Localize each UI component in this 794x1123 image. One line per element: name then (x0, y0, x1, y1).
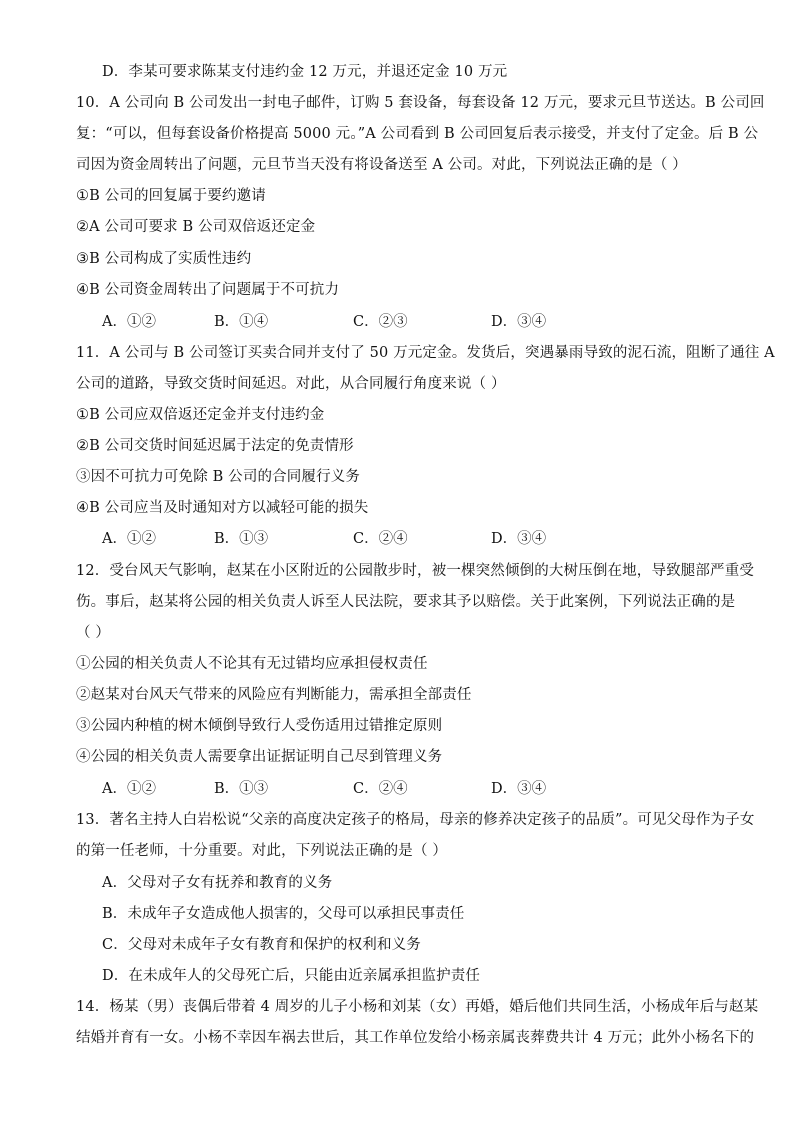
q9-option-d: D．李某可要求陈某支付违约金 12 万元，并退还定金 10 万元 (102, 64, 508, 80)
q10-stem-line-1: 10．A 公司向 B 公司发出一封电子邮件，订购 5 套设备，每套设备 12 万元，要求元旦节送达。B 公司回 (76, 95, 765, 111)
q13-stem-line-1: 13．著名主持人白岩松说“父亲的高度决定孩子的格局，母亲的修养决定孩子的品质”。可见父母作为子女 (76, 812, 755, 828)
q12-stem-line-3: （ ） (76, 625, 111, 641)
q13-stem-line-2: 的第一任老师，十分重要。对此，下列说法正确的是（ ） (76, 843, 448, 859)
q12-statement-3: ③公园内种植的树木倾倒导致行人受伤适用过错推定原则 (76, 718, 443, 734)
q11-option-a: A．①② (102, 531, 156, 547)
q10-stem-line-3: 司因为资金周转出了问题，元旦节当天没有将设备送至 A 公司。对此，下列说法正确的是（ ） (76, 157, 687, 173)
q10-options (102, 313, 722, 331)
q12-statement-4: ④公园的相关负责人需要拿出证据证明自己尽到管理义务 (76, 749, 443, 765)
q12-option-d: D．③④ (491, 781, 547, 797)
q10-option-b: B．①④ (214, 314, 269, 330)
q10-option-c: C．②③ (353, 314, 408, 330)
q11-option-d: D．③④ (491, 531, 547, 547)
q14-stem-line-1: 14．杨某（男）丧偶后带着 4 周岁的儿子小杨和刘某（女）再婚，婚后他们共同生活，小杨成年后与赵某 (76, 999, 759, 1015)
q11-statement-2: ②B 公司交货时间延迟属于法定的免责情形 (76, 438, 354, 454)
q14-stem-line-2: 结婚并育有一女。小杨不幸因车祸去世后，其工作单位发给小杨亲属丧葬费共计 4 万元；此外小杨名下的 (76, 1030, 755, 1046)
q12-statement-2: ②赵某对台风天气带来的风险应有判断能力，需承担全部责任 (76, 687, 472, 703)
q12-options (102, 780, 722, 798)
q13-option-a: A．父母对子女有抚养和教育的义务 (102, 875, 333, 891)
q11-statement-4: ④B 公司应当及时通知对方以减轻可能的损失 (76, 500, 369, 516)
q12-option-a: A．①② (102, 781, 156, 797)
q12-option-c: C．②④ (353, 781, 408, 797)
q10-statement-1: ①B 公司的回复属于要约邀请 (76, 188, 266, 204)
q13-option-b: B．未成年子女造成他人损害的，父母可以承担民事责任 (102, 906, 465, 922)
q12-stem-line-2: 伤。事后，赵某将公园的相关负责人诉至人民法院，要求其予以赔偿。关于此案例，下列说法正确的是 (76, 594, 736, 610)
q12-statement-1: ①公园的相关负责人不论其有无过错均应承担侵权责任 (76, 656, 428, 672)
q10-stem-line-2: 复：“可以，但每套设备价格提高 5000 元。”A 公司看到 B 公司回复后表示接受，并支付了定金。后 B 公 (76, 126, 759, 142)
q11-statement-3: ③因不可抗力可免除 B 公司的合同履行义务 (76, 469, 361, 485)
q12-option-b: B．①③ (214, 781, 269, 797)
q11-options (102, 530, 722, 548)
q11-option-c: C．②④ (353, 531, 408, 547)
q11-option-b: B．①③ (214, 531, 269, 547)
q11-stem-line-1: 11．A 公司与 B 公司签订买卖合同并支付了 50 万元定金。发货后，突遇暴雨导致的泥石流，阻断了通往 A (76, 345, 775, 361)
q12-stem-line-1: 12．受台风天气影响，赵某在小区附近的公园散步时，被一棵突然倾倒的大树压倒在地，导致腿部严重受 (76, 563, 754, 579)
q10-statement-3: ③B 公司构成了实质性违约 (76, 251, 252, 267)
q10-option-d: D．③④ (491, 314, 547, 330)
q10-statement-4: ④B 公司资金周转出了问题属于不可抗力 (76, 282, 340, 298)
q10-option-a: A．①② (102, 314, 156, 330)
q10-statement-2: ②A 公司可要求 B 公司双倍返还定金 (76, 219, 316, 235)
q11-stem-line-2: 公司的道路，导致交货时间延迟。对此，从合同履行角度来说（ ） (76, 376, 506, 392)
q11-statement-1: ①B 公司应双倍返还定金并支付违约金 (76, 407, 325, 423)
q13-option-d: D．在未成年人的父母死亡后，只能由近亲属承担监护责任 (102, 968, 481, 984)
q13-option-c: C．父母对未成年子女有教育和保护的权利和义务 (102, 937, 421, 953)
